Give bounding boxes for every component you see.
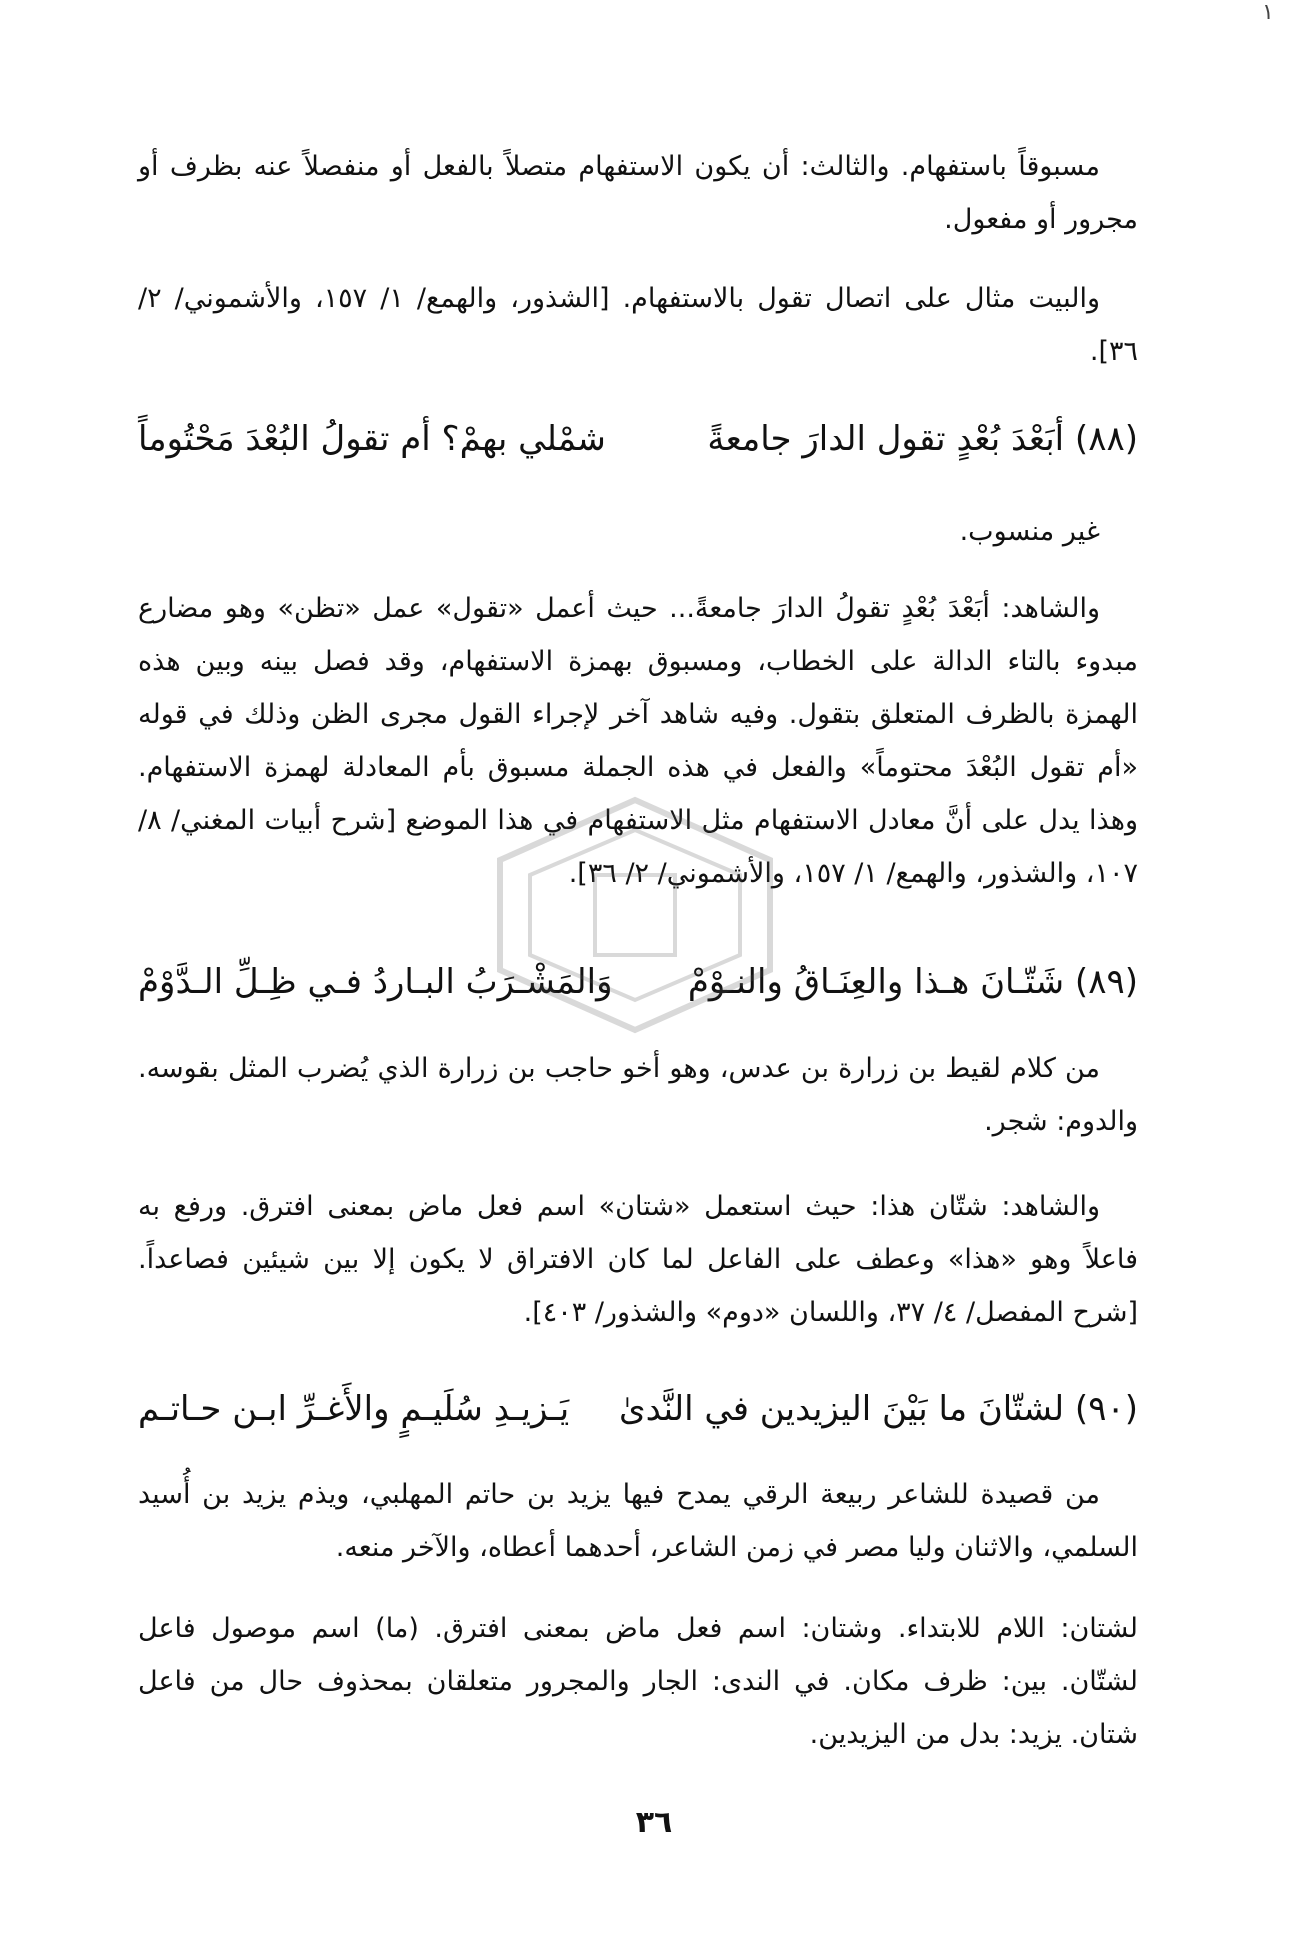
corner-mark: ١ [1262, 0, 1274, 25]
paragraph-verse-reference: والبيت مثال على اتصال تقول بالاستفهام. [الشذور، والهمع/ ١/ ١٥٧، والأشموني/ ٢/ ٣٦]. [138, 283, 1138, 367]
verse-88 [138, 415, 1138, 475]
watermark-stamp [470, 790, 800, 1040]
paragraph-attribution-90: من قصيدة للشاعر ربيعة الرقي يمدح فيها يزيد بن حاتم المهلبي، ويذم يزيد بن أُسيد السلمي، والاثنان وليا مصر في زمن الشاعر، أحدهما أعطاه، والآخر منعه. [138, 1479, 1138, 1563]
paragraph-witness-88: والشاهد: أبَعْدَ بُعْدٍ تقولُ الدارَ جامعةً... حيث أعمل «تقول» عمل «تظن» وهو مضارع مبدوء بالتاء الدالة على الخطاب، ومسبوق بهمزة الاستفهام، وقد فصل بينه وبين هذه الهمزة بالظرف المتعلق بتقول. وفيه شاهد آخر لإجراء القول مجرى الظن وذلك في قوله «أم تقول البُعْدَ محتوماً» والفعل في هذه الجملة مسبوق بأم المعادلة لهمزة الاستفهام. وهذا يدل على أنَّ معادل الاستفهام مثل الاستفهام في هذا الموضع [شرح أبيات المغني/ ٨/ ١٠٧، والشذور، والهمع/ ١/ ١٥٧، والأشموني/ ٢/ ٣٦]. [138, 593, 1138, 889]
paragraph-conditions: مسبوقاً باستفهام. والثالث: أن يكون الاستفهام متصلاً بالفعل أو منفصلاً عنه بظرف أو مجرور أو مفعول. [138, 151, 1138, 235]
paragraph-witness-89: والشاهد: شتّان هذا: حيث استعمل «شتان» اسم فعل ماض بمعنى افترق. ورفع به فاعلاً وهو «هذا» وعطف على الفاعل لما كان الافتراق لا يكون إلا بين شيئين فصاعداً. [شرح المفصل/ ٤/ ٣٧، واللسان «دوم» والشذور/ ٤٠٣]. [138, 1191, 1138, 1328]
verse-90-first-hemistich: (٩٠) لشتّانَ ما بَيْنَ اليزيدين في النَّدىٰ [619, 1389, 1138, 1429]
verse-89-second-hemistich: وَالمَشْـرَبُ البـاردُ فـي ظِـلِّ الـدَّوْمْ [138, 962, 613, 1002]
paragraph-parsing-90: لشتان: اللام للابتداء. وشتان: اسم فعل ماض بمعنى افترق. (ما) اسم موصول فاعل لشتّان. بين: ظرف مكان. في الندى: الجار والمجرور متعلقان بمحذوف حال من فاعل شتان. يزيد: بدل من اليزيدين. [138, 1613, 1138, 1750]
verse-90-second-hemistich: يَـزيـدِ سُلَيـمٍ والأَغـرِّ ابـن حـاتـم [138, 1389, 570, 1429]
verse-88-second-hemistich: شمْلي بهمْ؟ أم تقولُ البُعْدَ مَحْتُوماً [138, 419, 606, 459]
paragraph-attribution-89: من كلام لقيط بن زرارة بن عدس، وهو أخو حاجب بن زرارة الذي يُضرب المثل بقوسه. والدوم: شجر. [138, 1053, 1138, 1137]
page-number: ٣٦ [635, 1805, 673, 1840]
verse-88-first-hemistich: (٨٨) أبَعْدَ بُعْدٍ تقول الدارَ جامعةً [707, 419, 1138, 459]
paragraph-attribution-88: غير منسوب. [959, 516, 1100, 547]
verse-89-first-hemistich: (٨٩) شَتّـانَ هـذا والعِنَـاقُ والنـوْمْ [687, 962, 1138, 1002]
verse-90 [138, 1385, 1138, 1445]
